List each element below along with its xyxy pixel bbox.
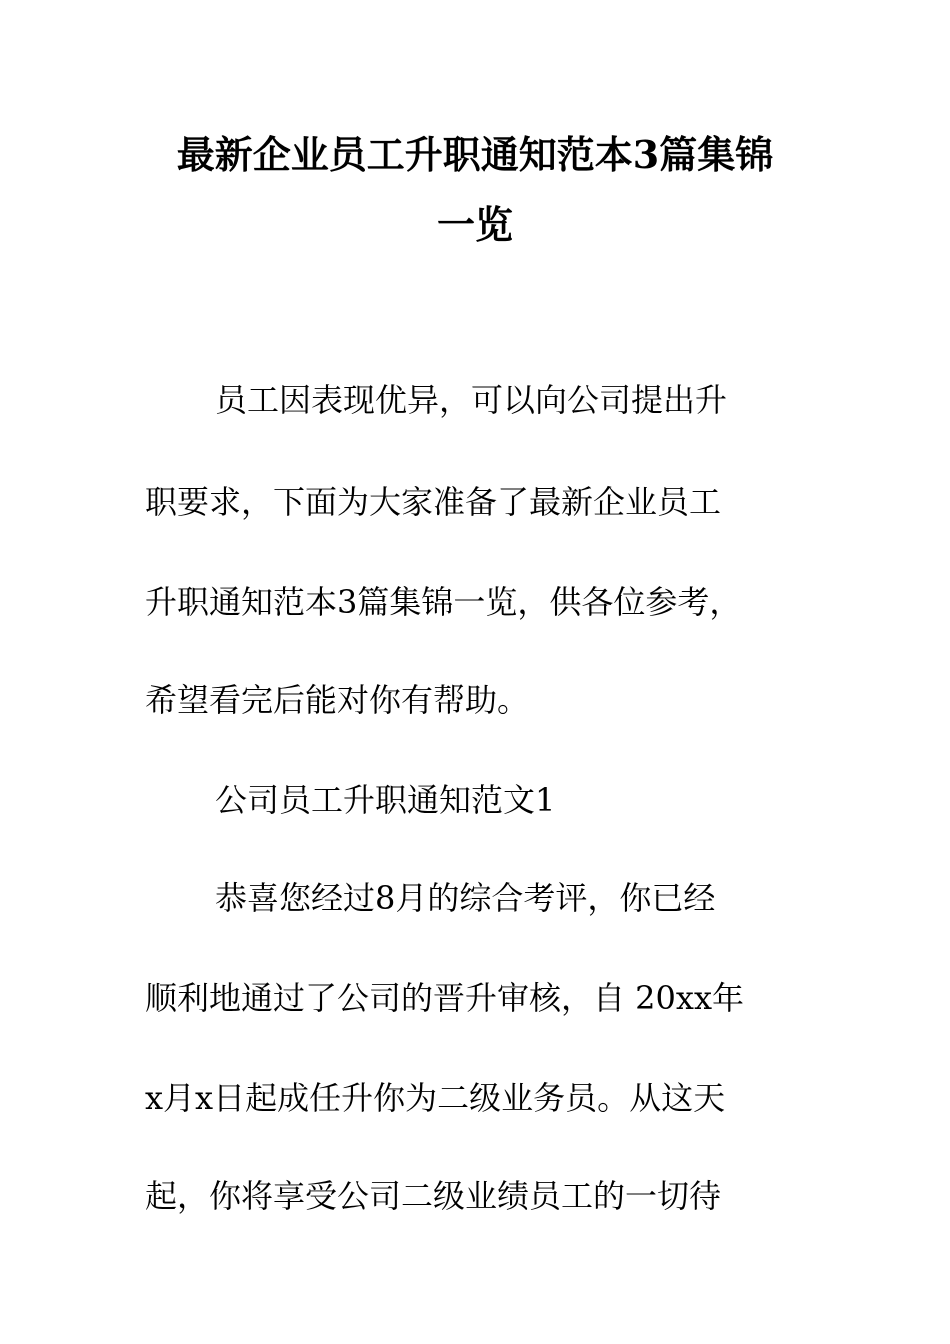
- document-title-line-2: 一览: [436, 202, 513, 247]
- paragraph-body-line-2: 顺利地通过了公司的晋升审核，自 20xx年: [145, 979, 744, 1017]
- paragraph-intro-line-3: 升职通知范本3篇集锦一览，供各位参考，: [145, 583, 742, 621]
- paragraph-intro-line-4: 希望看完后能对你有帮助。: [145, 681, 530, 719]
- paragraph-intro-line-2: 职要求，下面为大家准备了最新企业员工: [145, 483, 722, 521]
- paragraph-body-line-1: 恭喜您经过8月的综合考评，你已经: [215, 879, 716, 917]
- document-title-line-1: 最新企业员工升职通知范本3篇集锦: [176, 132, 774, 177]
- section-heading: 公司员工升职通知范文1: [215, 781, 556, 819]
- paragraph-body-line-3: x月x日起成任升你为二级业务员。从这天: [145, 1079, 726, 1117]
- paragraph-body-line-4: 起，你将享受公司二级业绩员工的一切待: [145, 1177, 722, 1215]
- paragraph-intro-line-1: 员工因表现优异，可以向公司提出升: [215, 381, 728, 419]
